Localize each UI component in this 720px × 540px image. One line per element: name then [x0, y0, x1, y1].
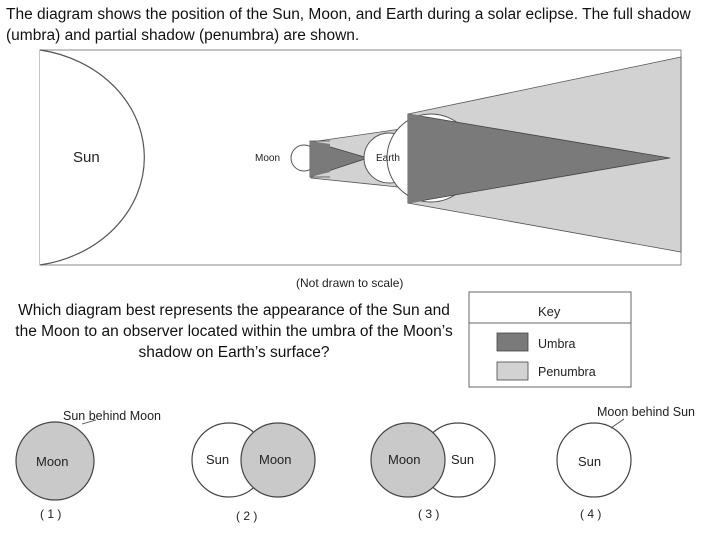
option-3-number: ( 3 )	[418, 507, 440, 521]
option-3-sun-label: Sun	[451, 452, 475, 467]
key-title: Key	[538, 304, 561, 319]
umbra-swatch	[497, 333, 528, 351]
option-2-number: ( 2 )	[236, 509, 258, 523]
intro-text: The diagram shows the position of the Sun, Moon, and Earth during a solar eclipse. The full shadow (umbra) and partial shadow (penumbra) are shown.	[6, 6, 691, 44]
option-4-caption: Moon behind Sun	[597, 405, 695, 419]
option-2-moon-label: Moon	[259, 452, 292, 467]
option-3-moon-label: Moon	[388, 452, 421, 467]
sun-label: Sun	[73, 149, 100, 166]
scale-note: (Not drawn to scale)	[296, 276, 404, 290]
moon-umbra-dark	[310, 141, 330, 177]
option-2-sun-label: Sun	[206, 452, 230, 467]
penumbra-key-label: Penumbra	[538, 365, 596, 379]
option-4-number: ( 4 )	[580, 507, 602, 521]
option-1-moon-label: Moon	[36, 454, 69, 469]
question-text: Which diagram best represents the appearance of the Sun and the Moon to an observer located within the umbra of the Moon’s shadow on Earth’s surface?	[15, 302, 453, 361]
moon-label: Moon	[255, 153, 281, 164]
option-4-sun-label: Sun	[578, 454, 602, 469]
option-1-number: ( 1 )	[40, 507, 62, 521]
option-1-caption: Sun behind Moon	[63, 409, 161, 423]
umbra-key-label: Umbra	[538, 337, 576, 351]
earth-label: Earth	[376, 153, 400, 164]
option-4-caption-pointer	[611, 419, 624, 428]
penumbra-swatch	[497, 362, 528, 380]
